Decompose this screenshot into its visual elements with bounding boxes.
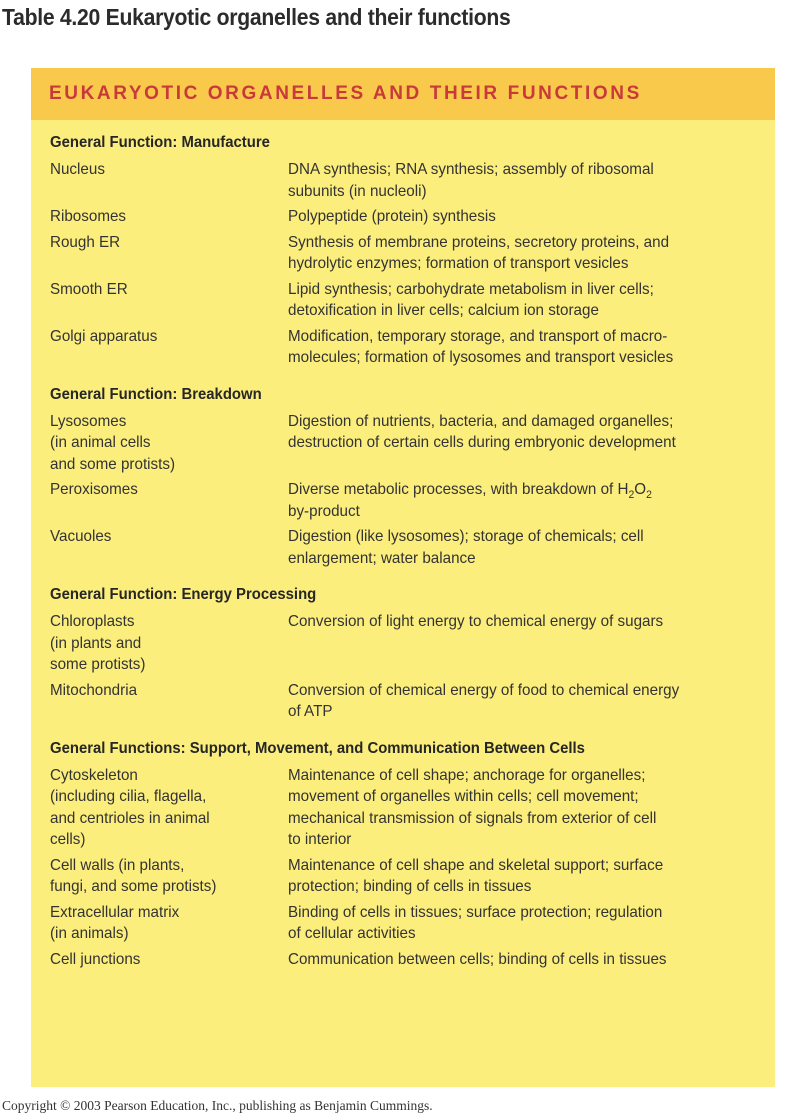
function-line: Maintenance of cell shape; anchorage for organelles; <box>288 766 646 784</box>
function-line: enlargement; water balance <box>288 549 476 567</box>
organelle-line: Lysosomes <box>50 412 127 430</box>
organelle-line: Nucleus <box>50 161 105 178</box>
organelle-name <box>50 232 276 275</box>
table-row <box>50 902 775 945</box>
function-line: subunits (in nucleoli) <box>288 182 427 200</box>
organelle-name <box>50 611 276 676</box>
function-line: by-product <box>288 502 360 520</box>
organelle-line: Vacuoles <box>50 528 112 545</box>
organelle-name <box>50 765 276 851</box>
organelle-line: (in animal cells <box>50 434 151 451</box>
organelle-name <box>50 479 276 522</box>
section-heading: General Function: Energy Processing <box>50 586 317 603</box>
organelle-line: Chloroplasts <box>50 613 135 630</box>
organelle-line: Rough ER <box>50 233 121 251</box>
organelle-function <box>288 949 735 971</box>
organelle-name <box>50 279 276 322</box>
function-line: movement of organelles within cells; cell movement; <box>288 788 639 805</box>
function-line: mechanical transmission of signals from exterior of cell <box>288 809 657 827</box>
section-heading: General Function: Breakdown <box>50 385 262 403</box>
organelle-line: Peroxisomes <box>50 481 138 498</box>
organelle-function <box>288 232 735 275</box>
table-row <box>50 206 775 228</box>
function-line: Conversion of chemical energy of food to chemical energy <box>288 681 680 699</box>
table-row <box>50 479 775 522</box>
organelle-function <box>288 159 735 202</box>
table-section <box>50 583 775 723</box>
table-row <box>50 855 775 898</box>
organelle-line: and centrioles in animal <box>50 809 210 827</box>
organelle-name <box>50 326 276 369</box>
organelle-function <box>288 611 735 676</box>
function-line: Digestion of nutrients, bacteria, and damaged organelles; <box>288 412 674 430</box>
table-header-title: EUKARYOTIC ORGANELLES AND THEIR FUNCTIONS <box>49 83 642 104</box>
organelle-function <box>288 479 735 522</box>
organelle-name <box>50 206 276 228</box>
function-line: hydrolytic enzymes; formation of transport vesicles <box>288 255 629 272</box>
function-line: Conversion of light energy to chemical energy of sugars <box>288 613 664 630</box>
page-title: Table 4.20 Eukaryotic organelles and their functions <box>2 4 511 30</box>
organelle-name <box>50 526 276 569</box>
table-row <box>50 279 775 322</box>
organelle-name <box>50 902 276 945</box>
function-line: to interior <box>288 831 352 848</box>
organelle-function <box>288 279 735 322</box>
subscript: 2 <box>628 489 635 501</box>
function-line: destruction of certain cells during embryonic development <box>288 434 676 451</box>
organelle-line: Cytoskeleton <box>50 766 138 784</box>
table-row <box>50 765 775 851</box>
function-line: protection; binding of cells in tissues <box>288 878 532 895</box>
organelle-line: cells) <box>50 831 86 848</box>
function-line: Lipid synthesis; carbohydrate metabolism in liver cells; <box>288 280 654 298</box>
text-run: Diverse metabolic processes, with breakdown of H <box>288 481 629 498</box>
table-row <box>50 949 775 971</box>
organelle-line: and some protists) <box>50 455 176 473</box>
function-line: molecules; formation of lysosomes and transport vesicles <box>288 349 674 366</box>
organelle-line: Extracellular matrix <box>50 903 180 921</box>
organelle-line: (in animals) <box>50 925 129 942</box>
table-row <box>50 611 775 676</box>
text-run: O <box>634 481 647 498</box>
organelle-function <box>288 206 735 228</box>
organelle-line: Mitochondria <box>50 681 138 699</box>
table-row <box>50 411 775 476</box>
table-section <box>50 737 775 971</box>
table-section <box>50 131 775 369</box>
table-row <box>50 159 775 202</box>
table-body <box>31 120 775 970</box>
function-line: Synthesis of membrane proteins, secretory proteins, and <box>288 233 670 251</box>
function-line: Binding of cells in tissues; surface protection; regulation <box>288 903 663 921</box>
table-row <box>50 232 775 275</box>
organelle-function <box>288 902 735 945</box>
organelles-table <box>31 68 775 1087</box>
function-line <box>288 479 735 501</box>
function-line: Communication between cells; binding of cells in tissues <box>288 950 667 968</box>
section-heading: General Function: Manufacture <box>50 134 270 151</box>
function-line: Polypeptide (protein) synthesis <box>288 208 496 225</box>
organelle-name <box>50 949 276 971</box>
table-row <box>50 680 775 723</box>
organelle-function <box>288 526 735 569</box>
organelle-line: (in plants and <box>50 634 142 652</box>
organelle-function <box>288 680 735 723</box>
table-header-band <box>31 68 775 120</box>
organelle-line: Smooth ER <box>50 280 128 298</box>
copyright-notice: Copyright © 2003 Pearson Education, Inc., publishing as Benjamin Cummings. <box>2 1098 433 1113</box>
function-line: Digestion (like lysosomes); storage of chemicals; cell <box>288 528 644 545</box>
organelle-name <box>50 411 276 476</box>
function-line: Modification, temporary storage, and transport of macro- <box>288 327 668 345</box>
function-line: of ATP <box>288 703 333 720</box>
organelle-line: Cell walls (in plants, <box>50 856 185 874</box>
function-line: DNA synthesis; RNA synthesis; assembly of ribosomal <box>288 161 654 178</box>
organelle-function <box>288 326 735 369</box>
organelle-line: fungi, and some protists) <box>50 878 217 895</box>
organelle-name <box>50 159 276 202</box>
organelle-function <box>288 855 735 898</box>
table-section <box>50 383 775 570</box>
table-row <box>50 326 775 369</box>
organelle-line: Golgi apparatus <box>50 327 158 345</box>
function-line: detoxification in liver cells; calcium ion storage <box>288 302 599 319</box>
subscript: 2 <box>646 489 652 501</box>
function-line: Maintenance of cell shape and skeletal support; surface <box>288 856 664 874</box>
section-heading: General Functions: Support, Movement, and Communication Between Cells <box>50 739 585 757</box>
organelle-function <box>288 411 735 476</box>
organelle-line: Ribosomes <box>50 208 127 225</box>
function-line: of cellular activities <box>288 925 416 942</box>
organelle-name <box>50 680 276 723</box>
organelle-name <box>50 855 276 898</box>
organelle-function <box>288 765 735 851</box>
organelle-line: some protists) <box>50 656 146 673</box>
organelle-line: Cell junctions <box>50 950 141 968</box>
table-row <box>50 526 775 569</box>
organelle-line: (including cilia, flagella, <box>50 788 207 805</box>
